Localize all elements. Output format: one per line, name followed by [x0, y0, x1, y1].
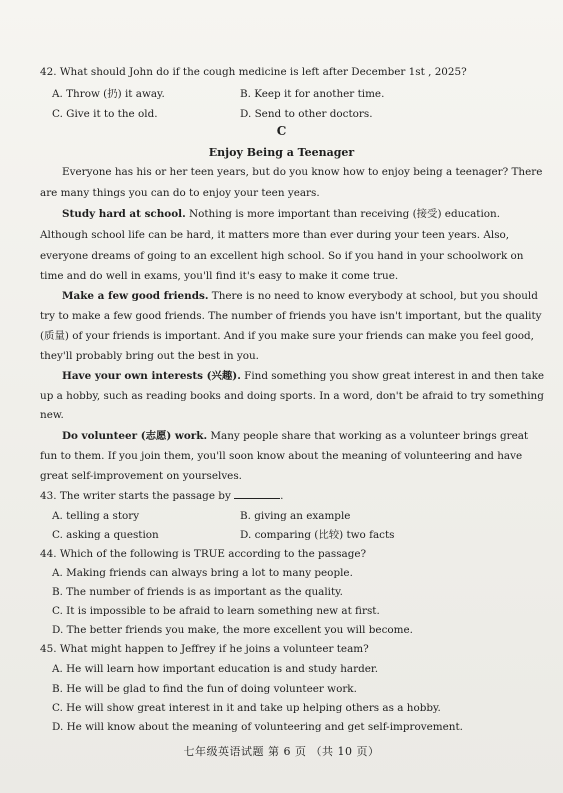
p1-line1: Everyone has his or her teen years, but do you know how to enjoy being a teenager? There: [62, 166, 543, 178]
p2-line2: Although school life can be hard, it matters more than ever during your teen years. Also,: [40, 229, 510, 241]
p2-line1: Study hard at school. Nothing is more important than receiving (接受) education.: [62, 208, 501, 220]
q42-option-d: D. Send to other doctors.: [240, 108, 373, 120]
p2-heading: Study hard at school.: [62, 208, 186, 220]
q45-option-a: A. He will learn how important education is and study harder.: [52, 663, 379, 675]
p1-line2: are many things you can do to enjoy your teen years.: [40, 187, 320, 199]
q44-option-c: C. It is impossible to be afraid to learn something new at first.: [52, 605, 380, 617]
q44-option-a: A. Making friends can always bring a lot to many people.: [52, 567, 353, 579]
p2-line4: time and do well in exams, you'll find it's easy to make it come true.: [40, 270, 399, 282]
q45-option-d: D. He will know about the meaning of volunteering and get self-improvement.: [52, 721, 463, 733]
p5-heading: Do volunteer (志愿) work.: [62, 430, 208, 442]
p2-line3: everyone dreams of going to an excellent high school. So if you hand in your schoolwork on: [40, 250, 524, 262]
p4-line3: new.: [40, 409, 64, 421]
p5-line3: great self-improvement on yourselves.: [40, 470, 242, 482]
section-label: C: [276, 124, 287, 138]
q45-option-c: C. He will show great interest in it and take up helping others as a hobby.: [52, 702, 441, 714]
q42-option-b: B. Keep it for another time.: [240, 88, 385, 100]
q44-option-b: B. The number of friends is as important as the quality.: [52, 586, 343, 598]
p3-line2: try to make a few good friends. The number of friends you have isn't important, but the quality: [40, 310, 542, 322]
q43-stem: 43. The writer starts the passage by .: [40, 490, 284, 502]
p4-line1: Have your own interests (兴趣). Find something you show great interest in and then take: [62, 370, 545, 382]
p3-heading: Make a few good friends.: [62, 290, 209, 302]
q43-option-d: D. comparing (比较) two facts: [240, 529, 395, 541]
p3-line3: (质量) of your friends is important. And if you make sure your friends can make you feel good,: [40, 330, 534, 342]
p5-line1: Do volunteer (志愿) work. Many people share that working as a volunteer brings great: [62, 430, 529, 442]
q42-option-a: A. Throw (扔) it away.: [52, 88, 165, 100]
p4-heading: Have your own interests (兴趣).: [62, 370, 241, 382]
q43-option-c: C. asking a question: [52, 529, 159, 541]
q44-option-d: D. The better friends you make, the more excellent you will become.: [52, 624, 413, 636]
p5-line2: fun to them. If you join them, you'll soon know about the meaning of volunteering and have: [40, 450, 523, 462]
q45-stem: 45. What might happen to Jeffrey if he joins a volunteer team?: [40, 643, 369, 655]
q42-stem: 42. What should John do if the cough medicine is left after December 1st , 2025?: [40, 66, 467, 78]
p3-line1: Make a few good friends. There is no need to know everybody at school, but you should: [62, 290, 538, 302]
q42-option-c: C. Give it to the old.: [52, 108, 158, 120]
q45-option-b: B. He will be glad to find the fun of doing volunteer work.: [52, 683, 357, 695]
q44-stem: 44. Which of the following is TRUE according to the passage?: [40, 548, 367, 560]
p3-line4: they'll probably bring out the best in you.: [40, 350, 259, 362]
passage-title: Enjoy Being a Teenager: [208, 146, 355, 159]
page-footer: 七年级英语试题 第 6 页 （共 10 页）: [183, 745, 380, 758]
q43-option-a: A. telling a story: [52, 510, 140, 522]
q43-option-b: B. giving an example: [240, 510, 351, 522]
p4-line2: up a hobby, such as reading books and doing sports. In a word, don't be afraid to try something: [40, 390, 544, 402]
answer-blank: [234, 489, 280, 499]
